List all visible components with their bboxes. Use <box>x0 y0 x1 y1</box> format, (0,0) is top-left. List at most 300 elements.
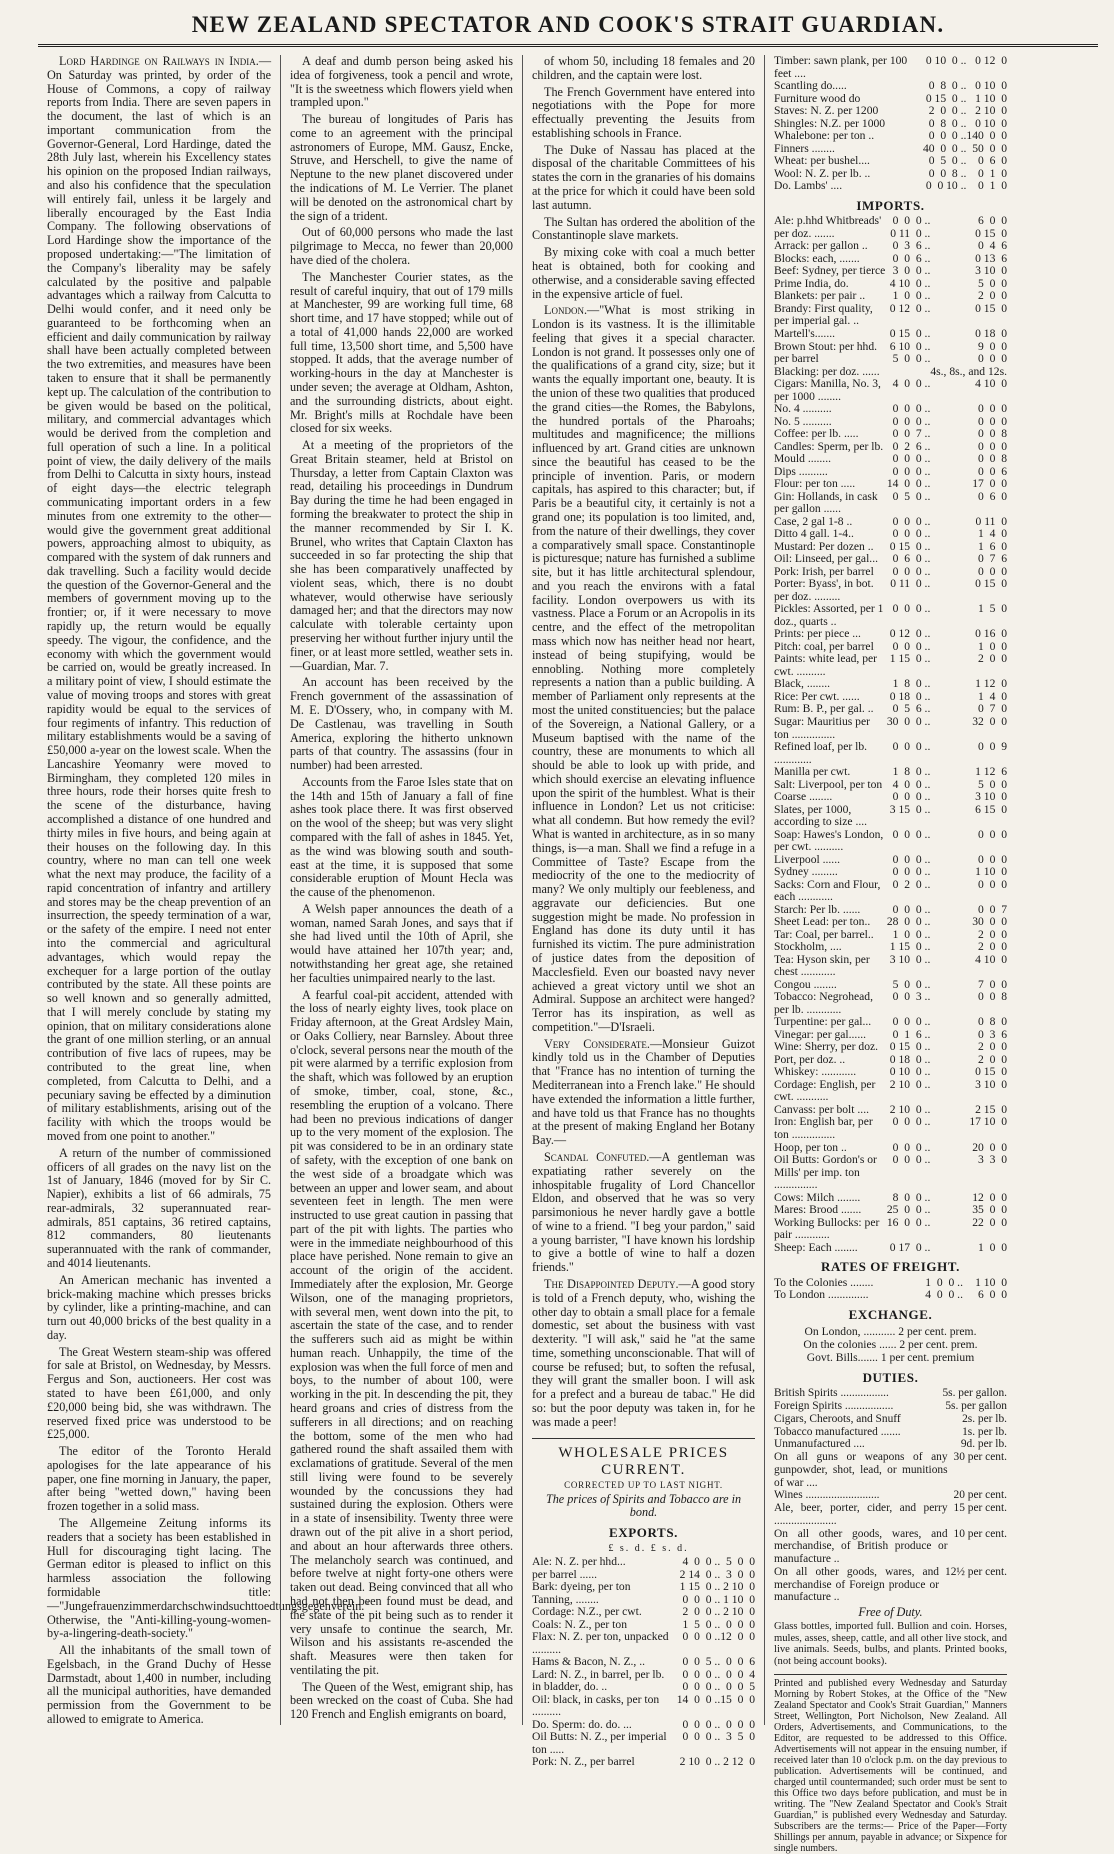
price-item: per doz. ....... <box>774 226 835 240</box>
price-item: Do. Lambs' .... <box>774 179 843 193</box>
price-item: Sydney ......... <box>774 865 838 879</box>
price-low: 0 0 0 .. <box>928 129 967 143</box>
price-row <box>774 328 1007 341</box>
duty-item: On all other goods, wares, and merchandise of Foreign produce or manufacture .. <box>774 1565 939 1604</box>
article-paragraph <box>47 1644 271 1727</box>
price-low: 0 0 0 .. <box>892 564 931 578</box>
price-high: 0 16 0 <box>975 627 1007 641</box>
price-item: Flour: per ton ..... <box>774 477 856 491</box>
price-low: 0 0 0 .. <box>892 902 931 916</box>
price-low: 0 0 0 .. <box>682 1680 721 1694</box>
price-item: Do. Sperm: do. do. ... <box>532 1717 632 1731</box>
price-low: 0 0 0 .. <box>682 1630 721 1644</box>
price-low: 0 8 0 .. <box>928 79 967 93</box>
price-low: 0 0 7 .. <box>892 427 931 441</box>
duty-row <box>774 1566 1007 1604</box>
price-low: 3 10 0 .. <box>889 952 931 966</box>
price-high: 0 15 0 <box>975 301 1007 315</box>
article-paragraph: A fearful coal-pit accident, attended with the loss of nearly eighty lives, took place on Friday afternoon, at the Great Ardsley Main, or Oaks Colliery, near Barnsley. About three o'clock, several persons near the mouth of the pit were alarmed by a terrific explosion from the shaft, which was followed by an eruption of smoke, timber, coal, stone, &c., resembling the eruption of a volcano. There had been no previous indications of danger up to the very moment of the explosion. The pit was considered to be in an ordinary state of safety, with the exception of one bank on the west side of a broadgate which was between an upper and lower seam, and about seventeen feet in length. The men were instructed to use great caution in passing that part of the pit with lights. The parties who were in the immediate neighbourhood of this place have perished. None remain to give an account of the origin of the accident. Immediately after the explosion, Mr. George Wilson, one of the managing proprietors, with several men, went down into the pit, to ascertain the state of the case, and to render the sufferers such aid as might be within human reach. Unhappily, the time of the explosion was when the full force of men and boys, to the number of about 100, were working in the pit. In descending the pit, they heard groans and cries of distress from the sufferers in all directions; and on reaching the bottom, some of the men who had gathered round the shaft assailed them with exclamations of gratitude. Several of the men still living were found to be severely wounded by the concussions they had sustained during the explosion. Others were in a state of insensibility. Twenty three were drawn out of the pit alive in a short period, and about an hour afterwards three others. The melancholy search was continued, and before twelve at night forty-one others were taken out dead. Being convinced that all who had not then been found must be dead, and the state of the pit being such as to render it very unsafe to continue the search, Mr. Wilson and his assistants re-ascended the shaft. Measures were then taken for ventilating the pit. <box>290 987 513 1677</box>
duty-rate: 1s. per lb. <box>962 1425 1007 1438</box>
article-text: A return of the number of commissioned officers of all grades on the navy list on the 1st of January, 1846 (moved for by Sir C. Napier), exhibits a list of 66 admirals, 75 rear-admirals, 32 superannuated rear-admirals, 851 captains, 36 retired captains, 812 commanders, 80 lieutenants superannuated with the rank of commander, and 4014 lieutenants. <box>47 1145 271 1270</box>
article-paragraph: The bureau of longitudes of Paris has come to an agreement with the principal astronomers of Europe, MM. Gausz, Encke, Struve, and Herschell, to give the name of Neptune to the new planet discovered under the indications of M. Le Verrier. The planet will be denoted on the astronomical chart by the sign of a trident. <box>290 112 513 223</box>
price-low: 5 0 0 .. <box>892 352 931 366</box>
exports-header: £ s. d. £ s. d. <box>608 1542 689 1554</box>
price-high: 2 15 0 <box>975 1102 1007 1116</box>
price-item: per barrel ...... <box>532 1567 598 1581</box>
price-low: 1 0 0 .. <box>892 289 931 303</box>
price-high: 0 1 0 <box>978 166 1007 180</box>
article-paragraph <box>47 1274 271 1343</box>
article-paragraph <box>532 246 755 301</box>
price-item: Hoop, per ton .. <box>774 1140 847 1154</box>
price-row <box>774 428 1007 441</box>
price-item: Lard: N. Z., in barrel, per lb. <box>532 1667 665 1681</box>
article-text: The Duke of Nassau has placed at the disposal of the charitable Committees of his states the corn in the granaries of his domains at the price for which it could have been sold last autumn. <box>532 142 755 212</box>
price-row <box>774 766 1007 779</box>
price-high: 0 0 4 <box>726 1667 755 1681</box>
price-high: 3 10 0 <box>975 1077 1007 1091</box>
price-low: 0 0 10 .. <box>925 179 967 193</box>
price-item: Blacking: per doz. ...... <box>774 364 880 378</box>
duty-row <box>774 1502 1007 1528</box>
price-high: 3 5 0 <box>726 1730 755 1744</box>
price-low: 0 1 6 .. <box>892 1027 931 1041</box>
price-item: Rice: Per cwt. ...... <box>774 689 860 703</box>
price-high: 15 0 0 <box>720 1692 755 1706</box>
price-low: 1 15 0 .. <box>679 1580 721 1594</box>
price-row <box>774 1116 1007 1141</box>
duty-rate: 5s. per gallon <box>945 1400 1007 1412</box>
price-item: Tanning, ........ <box>532 1592 599 1606</box>
price-high: 12 0 0 <box>972 1190 1007 1204</box>
duties-rows <box>774 1387 1007 1604</box>
price-low: 0 0 0 .. <box>892 740 931 754</box>
price-high: 0 0 0 <box>978 414 1007 428</box>
price-high: 0 10 0 <box>975 79 1007 93</box>
price-row <box>532 1581 755 1594</box>
price-high: 17 10 0 <box>969 1115 1007 1129</box>
price-item: To London .............. <box>774 1288 869 1302</box>
price-item: Vinegar: per gal...... <box>774 1027 867 1041</box>
price-row <box>774 829 1007 854</box>
price-row <box>774 55 1007 80</box>
price-row <box>532 1694 755 1719</box>
price-row <box>774 528 1007 541</box>
price-item: Wine: Sherry, per doz. <box>774 1040 879 1054</box>
price-item: Candles: Sperm, per lb. <box>774 439 884 453</box>
price-low: 0 0 0 .. <box>892 514 931 528</box>
price-high: 1 5 0 <box>978 602 1007 616</box>
price-row <box>774 403 1007 416</box>
article-text: By mixing coke with coal a much better heat is obtained, both for cooking and otherwise, and a considerable saving effected in the expensive article of fuel. <box>532 245 755 301</box>
price-item: Whalebone: per ton .. <box>774 129 875 143</box>
price-low: 0 5 6 .. <box>892 702 931 716</box>
price-item: Porter: Byass', in bot. per doz. ......... <box>774 577 874 603</box>
price-high: 3 10 0 <box>975 264 1007 278</box>
price-high: 1 10 0 <box>975 91 1007 105</box>
price-row <box>774 491 1007 516</box>
duty-row <box>774 1413 1007 1426</box>
price-high: 3 3 0 <box>978 1153 1007 1167</box>
article-text: —A gentleman was expatiating rather severely on the inhospitable frugality of Lord Chancellor Eldon, and observed that he was so very parsimonious he never hardly gave a bottle of wine to a friend. "I beg your pardon," said a young barrister, "I have known his lordship to give a bottle of wine to half a dozen friends." <box>532 1149 756 1275</box>
price-high: 1 4 0 <box>978 689 1007 703</box>
article-text: The Allgemeine Zeitung informs its readers that a society has been established in Hull for discouraging tight lacing. The German editor is pleased to inflict on this harmless association the following formidable title:—"Jungefrauenzimmerdarchschwindsuchttoedtungsgegenverein." Otherwise, the "Anti-killing-young-women-by-a-lingering-death-society." <box>47 1516 370 1641</box>
article-text: The Great Western steam-ship was offered for sale at Bristol, on Wednesday, by Messrs. Fergus and Son, auctioneers. Her cost was stated to have been £61,000, and only £20,000 being bid, she was withdrawn. The reserved fixed price was understood to be £25,000. <box>47 1344 271 1442</box>
price-high: 0 0 0 <box>978 877 1007 891</box>
price-low: 0 3 6 .. <box>892 239 931 253</box>
price-item: Dips .......... <box>774 464 828 478</box>
price-row <box>774 155 1007 168</box>
price-item: Iron: English bar, per ton ............... <box>774 1115 873 1141</box>
imports-table <box>774 215 1007 1254</box>
price-row <box>774 941 1007 954</box>
article-paragraph: The Manchester Courier states, as the result of careful inquiry, that out of 179 mills at Manchester, 99 are working full time, 68 short time, and 17 have stopped; while out of a total of 41,000 hands 22,000 are worked full time, 13,500 short time, and 5,500 have stopped. It adds, that the average number of working-hours in the day at Manchester is under seven; the average at Oldham, Ashton, and the surrounding districts, about eight. Mr. Bright's mills at Rochdale have been closed for six weeks. <box>290 269 513 436</box>
price-low: 0 12 0 .. <box>889 301 931 315</box>
price-row <box>774 215 1007 228</box>
price-item: Slates, per 1000, according to size .... <box>774 802 868 829</box>
price-high: 1 10 0 <box>975 865 1007 879</box>
article-text: —A good story is told of a French deputy, who, wishing the other day to obtain a small place for a female domestic, set about the business with vast dexterity. "I will ask," said he "at the same time, something unconscionable. That will of course be refused; but, to soften the refusal, they will grant the smaller boon. I will ask for a prefect and a bureau de tabac." He did so: but the poor deputy was taken in, for he was made a peer! <box>532 1276 755 1429</box>
price-item: Liverpool ...... <box>774 852 841 866</box>
article-paragraph <box>532 55 755 83</box>
price-high: 1 4 0 <box>978 527 1007 541</box>
price-high: 0 0 7 <box>978 902 1007 916</box>
price-low: 1 15 0 .. <box>889 652 931 666</box>
price-item: Blocks: each, ....... <box>774 251 860 265</box>
price-item: Refined loaf, per lb. ............. <box>774 740 868 766</box>
price-item: Pork: N. Z., per barrel <box>532 1755 635 1769</box>
price-row <box>532 1556 755 1569</box>
duty-rate: 30 per cent. <box>953 1451 1007 1464</box>
price-row <box>532 1756 755 1769</box>
price-row <box>774 879 1007 904</box>
price-low: 0 0 0 .. <box>892 1015 931 1029</box>
duty-rate: 10 per cent. <box>953 1527 1007 1540</box>
price-high: 0 0 5 <box>726 1680 755 1694</box>
price-row <box>774 954 1007 979</box>
free-of-duty-text: Glass bottles, imported full. Bullion and coin. Horses, mules, asses, sheep, cattle, and all other live stock, and live animals. Seeds, bulbs, and plants. Printed books, (not being account books). <box>774 1621 1007 1667</box>
price-low: 14 0 0 .. <box>676 1692 721 1706</box>
price-item: Oil Butts: Gordon's or Mills' per imp. ton ............... <box>774 1153 877 1192</box>
price-row <box>774 628 1007 641</box>
price-high: 1 0 0 <box>978 1240 1007 1254</box>
price-low: 0 2 0 .. <box>892 877 931 891</box>
price-low: 0 0 0 .. <box>892 214 931 228</box>
duty-row <box>774 1438 1007 1451</box>
price-row <box>774 716 1007 741</box>
exports-table <box>532 1556 755 1769</box>
price-row <box>774 991 1007 1016</box>
duty-row <box>774 1528 1007 1566</box>
article-lead: Very Considerate. <box>544 1036 650 1051</box>
free-of-duty-title: Free of Duty. <box>858 1605 923 1620</box>
price-item: Scantling do..... <box>774 79 847 93</box>
price-row <box>774 804 1007 829</box>
price-low: 0 0 0 .. <box>892 1140 931 1154</box>
price-row <box>774 1204 1007 1217</box>
price-item: Mustard: Per dozen .. <box>774 539 874 553</box>
article-paragraph: Accounts from the Faroe Isles state that on the 14th and 15th of January a fall of fine ashes took place there. It was first observed on the wool of the sheep; but was very slight compared with the fall of ashes in 1845. Yet, as the wind was blowing south and south-east at the time, it is supposed that some considerable eruption of Mount Hecla was the cause of the phenomenon. <box>290 774 513 900</box>
price-high: 20 0 0 <box>972 1140 1007 1154</box>
price-low: 4 0 0 .. <box>892 777 931 791</box>
price-high: 0 15 0 <box>975 1065 1007 1079</box>
price-low: 25 0 0 .. <box>886 1203 931 1217</box>
price-row <box>774 653 1007 678</box>
price-high: 0 8 0 <box>978 1015 1007 1029</box>
price-high: 3 0 0 <box>726 1567 755 1581</box>
price-high: 0 0 0 <box>978 827 1007 841</box>
price-item: per barrel <box>774 352 819 366</box>
price-row <box>532 1606 755 1619</box>
article-paragraph <box>532 1038 755 1148</box>
article-paragraph: At a meeting of the proprietors of the Great Britain steamer, held at Bristol on Thursday, a letter from Captain Claxton was read, detailing his proceedings in Dundrum Bay during the time he had been engaged in forming the breakwater to protect the ship in the manner recommended by Sir I. K. Brunel, who writes that Captain Claxton has succeeded in so far protecting the ship that she has been comparatively unaffected by violent seas, which, there is no doubt whatever, would otherwise have seriously damaged her; and that the directors may now calculate with tolerable certainty upon preserving her without further injury until the finer, or at least more settled, weather sets in.—Guardian, Mar. 7. <box>290 438 513 673</box>
price-high: 0 11 0 <box>975 514 1007 528</box>
price-item: Cows: Milch ........ <box>774 1190 861 1204</box>
price-high: 2 0 0 <box>978 927 1007 941</box>
price-high: 1 10 0 <box>723 1592 755 1606</box>
article-text: All the inhabitants of the small town of Egelsbach, in the Grand Duchy of Hesse Darmstadt, about 1,400 in number, including all the municipal authorities, have demanded permission from the Government to be allowed to emigrate to America. <box>47 1643 271 1726</box>
duty-item: Ale, beer, porter, cider, and perry ...................... <box>774 1502 948 1527</box>
price-item: Rum: B. P., per gal. .. <box>774 702 874 716</box>
price-high: 7 0 0 <box>978 977 1007 991</box>
price-row <box>774 1289 1007 1302</box>
price-item: Canvass: per bolt .... <box>774 1102 869 1116</box>
price-high: 9 0 0 <box>978 339 1007 353</box>
duties-title: DUTIES. <box>862 1369 919 1385</box>
article-paragraph <box>47 55 271 1144</box>
duty-rate: 9d. per lb. <box>960 1438 1007 1451</box>
price-item: Mould ........ <box>774 452 832 466</box>
price-low: 0 0 0 .. <box>892 852 931 866</box>
price-row <box>774 130 1007 143</box>
price-high: 2 10 0 <box>723 1580 755 1594</box>
duty-row <box>774 1426 1007 1439</box>
price-item: Timber: sawn plank, per 100 feet .... <box>774 54 908 80</box>
duty-rate: 12½ per cent. <box>945 1565 1007 1578</box>
price-low: 1 8 0 .. <box>892 677 931 691</box>
price-item: Finners ........ <box>774 141 835 155</box>
price-high: 0 0 8 <box>978 990 1007 1004</box>
price-item: Prime India, do. <box>774 276 849 290</box>
price-item: To the Colonies ........ <box>774 1275 874 1289</box>
price-high: 0 0 0 <box>726 1717 755 1731</box>
price-low: 2 0 0 .. <box>928 104 967 118</box>
article-paragraph <box>532 1278 755 1430</box>
duty-item: Cigars, Cheroots, and Snuff <box>774 1412 901 1425</box>
price-row <box>774 866 1007 879</box>
price-high: 0 0 6 <box>726 1655 755 1669</box>
article-paragraph <box>47 1445 271 1514</box>
article-lead: The Disappointed Deputy. <box>544 1276 679 1291</box>
price-low: 0 0 0 .. <box>682 1717 721 1731</box>
price-item: Coals: N. Z., per ton <box>532 1617 627 1631</box>
price-high: 0 0 0 <box>978 439 1007 453</box>
price-low: 8 0 0 .. <box>892 1190 931 1204</box>
price-low: 0 0 0 .. <box>892 402 931 416</box>
article-paragraph <box>532 304 755 1034</box>
price-low: 0 0 0 .. <box>892 452 931 466</box>
price-high: 0 7 6 <box>978 552 1007 566</box>
price-high: 0 6 0 <box>978 489 1007 503</box>
price-low: 0 2 6 .. <box>892 439 931 453</box>
price-high: 0 3 6 <box>978 1027 1007 1041</box>
price-high: 35 0 0 <box>972 1203 1007 1217</box>
price-item: Coarse ........ <box>774 790 833 804</box>
price-low: 0 0 0 .. <box>892 639 931 653</box>
price-item: No. 4 .......... <box>774 402 832 416</box>
price-row <box>774 1242 1007 1255</box>
article-paragraph <box>47 1346 271 1442</box>
price-high: 0 0 9 <box>978 740 1007 754</box>
price-item: in bladder, do. .. <box>532 1680 608 1694</box>
price-item: Sheep: Each ........ <box>774 1240 858 1254</box>
price-row <box>532 1631 755 1656</box>
price-item: Soap: Hawes's London, per cwt. .......... <box>774 827 884 854</box>
price-low: 0 10 0 .. <box>925 54 967 67</box>
price-high: 0 10 0 <box>975 116 1007 130</box>
article-paragraph <box>532 144 755 213</box>
price-item: Bark: dyeing, per ton <box>532 1580 631 1594</box>
price-item: Oil Butts: N. Z., per imperial ton ..... <box>532 1730 667 1756</box>
duty-rate: 20 per cent. <box>953 1489 1007 1502</box>
price-item: Oil: Linseed, per gal... <box>774 552 878 566</box>
price-item: Congou ........ <box>774 977 837 991</box>
price-low: 1 8 0 .. <box>892 765 931 779</box>
price-row <box>532 1656 755 1669</box>
price-item: Shingles: N.Z. per 1000 <box>774 116 886 130</box>
article-paragraph: A deaf and dumb person being asked his idea of forgiveness, took a pencil and wrote, "It is the sweetness which flowers yield when trampled upon." <box>290 54 513 110</box>
price-high: 2 10 0 <box>975 104 1007 118</box>
price-low: 0 18 0 .. <box>889 689 931 703</box>
duty-rate: 15 per cent. <box>953 1502 1007 1515</box>
article-paragraph <box>47 1516 370 1641</box>
price-high: 5 0 0 <box>726 1555 755 1569</box>
article-paragraph: The Queen of the West, emigrant ship, has been wrecked on the coast of Cuba. She had 120 French and English emigrants on board, <box>290 1679 513 1722</box>
price-item: Pitch: coal, per barrel <box>774 639 874 653</box>
price-item: Sugar: Mauritius per ton ............... <box>774 714 870 741</box>
price-low: 1 15 0 .. <box>889 940 931 954</box>
price-row <box>774 353 1007 366</box>
price-low: 0 5 0 .. <box>928 154 967 168</box>
price-low: 0 0 0 .. <box>682 1592 721 1606</box>
price-item: Stockholm, .... <box>774 940 842 954</box>
price-item: Hams & Bacon, N. Z., .. <box>532 1655 646 1669</box>
price-row <box>774 453 1007 466</box>
price-low: 4 0 0 .. <box>892 377 931 391</box>
prices-rule <box>532 1438 755 1439</box>
price-item: Cordage: English, per cwt. ........... <box>774 1077 876 1104</box>
price-item: Brandy: First quality, per imperial gal. .. <box>774 301 873 328</box>
price-high: 22 0 0 <box>972 1215 1007 1229</box>
price-low: 0 0 5 .. <box>682 1655 721 1669</box>
price-item: Turpentine: per gal... <box>774 1015 872 1029</box>
duty-item: Wines .......................... <box>774 1489 880 1502</box>
price-item: Sacks: Corn and Flour, each ............ <box>774 877 881 904</box>
price-item: Case, 2 gal 1-8 .. <box>774 514 853 528</box>
price-low: 0 11 0 .. <box>890 226 931 240</box>
price-item: Pork: Irish, per barrel <box>774 564 874 578</box>
price-low: 4 0 0 .. <box>925 1288 963 1302</box>
price-low: 0 0 6 .. <box>892 251 931 265</box>
price-low: 0 0 0 .. <box>892 827 931 841</box>
price-low: 28 0 0 .. <box>886 915 931 929</box>
freight-title: RATES OF FREIGHT. <box>821 1259 960 1275</box>
article-lead: Lord Hardinge on Railways in India. <box>59 54 259 68</box>
price-high: 0 0 8 <box>978 427 1007 441</box>
price-low: 5 0 0 .. <box>892 977 931 991</box>
price-low: 3 0 0 .. <box>892 264 931 278</box>
article-lead: Scandal Confuted. <box>544 1149 650 1164</box>
price-item: Pickles: Assorted, per 1 doz., quarts .. <box>774 602 884 628</box>
price-high: 6 0 0 <box>978 1288 1007 1302</box>
price-low: 0 0 0 .. <box>892 414 931 428</box>
price-low: 0 0 0 .. <box>892 865 931 879</box>
price-low: 0 0 0 .. <box>892 602 931 616</box>
price-item: Gin: Hollands, in cask per gallon ...... <box>774 489 878 516</box>
article-paragraph: An account has been received by the French government of the assassination of M. E. D'Ossery, who, in company with M. De Castlenau, was travelling in South America, exploring the hitherto unknown parts of that country. The assassins (four in number) had been arrested. <box>290 675 513 773</box>
price-item: Black, ........ <box>774 677 831 691</box>
price-item: Sheet Lead: per ton.. <box>774 915 871 929</box>
price-low: 0 15 0 .. <box>889 539 931 553</box>
price-low: 14 0 0 .. <box>886 477 931 491</box>
price-low: 0 0 0 .. <box>682 1730 721 1744</box>
price-row <box>774 180 1007 193</box>
price-high: 0 0 0 <box>978 352 1007 366</box>
price-low: 0 0 0 .. <box>892 464 931 478</box>
duty-rate: 2s. per lb. <box>962 1412 1007 1425</box>
price-item: Salt: Liverpool, per ton <box>774 777 883 791</box>
price-low: 0 18 0 .. <box>889 1052 931 1066</box>
price-row <box>774 603 1007 628</box>
price-low: 1 0 0 .. <box>925 1275 963 1289</box>
price-low: 1 0 0 .. <box>892 927 931 941</box>
article-text: The Sultan has ordered the abolition of the Constantinople slave markets. <box>532 214 755 243</box>
price-item: Manilla per cwt. <box>774 765 851 779</box>
article-text: —Monsieur Guizot kindly told us in the Chamber of Deputies that "France has no intention of turning the Mediterranean into a French lake." He should have extended the information a little further, and have told us that France has no thoughts at the present of making England her Botany Bay.— <box>532 1036 755 1148</box>
price-low: 0 8 0 .. <box>928 116 967 130</box>
duty-row <box>774 1489 1007 1502</box>
price-low: 40 0 0 .. <box>922 141 967 155</box>
duty-item: Foreign Spirits ................. <box>774 1400 894 1412</box>
price-item: Wool: N. Z. per lb. .. <box>774 166 871 180</box>
price-item: Whiskey: ............ <box>774 1065 857 1079</box>
price-high: 2 0 0 <box>978 652 1007 666</box>
freight-table <box>774 1277 1007 1302</box>
price-row <box>532 1731 755 1756</box>
article-paragraph <box>532 86 755 141</box>
price-high: 0 15 0 <box>975 577 1007 591</box>
price-row <box>774 303 1007 328</box>
price-high: 0 0 0 <box>726 1617 755 1631</box>
price-low: 2 14 0 .. <box>679 1567 721 1581</box>
price-high: 0 0 0 <box>978 564 1007 578</box>
price-low: 2 10 0 .. <box>889 1077 931 1091</box>
article-paragraph <box>47 1147 271 1271</box>
article-text: —"What is most striking in London is its vastness. It is the illimitable feeling that gives it a special character. London is not grand. It possesses only one of the qualifications of a grand city, size; but it wants the equally important one, beauty. It is the union of these two qualities that produced the grand cities—the Romes, the Babylons, the hundred portals of the Pharoahs; multitudes and magnificence; the millions influenced by art. Grand cities are unknown since the beautiful has ceased to be the principle of invention. Paris, or modern capitals, has aspired to this character; but, if Paris be a beautiful city, it certainly is not a grand one; its population is too limited, and, from the nature of their dwellings, they cover a comparatively small space. Constantinople is picturesque; nature has furnished a sublime site, but it has little architectural splendour, and you reach the environs with a fatal facility. London overpowers us with its vastness. Place a Forum or an Acropolis in its centre, and the effect of the metropolitan mass which now has neither head nor heart, instead of being stupifying, would be ennobling. Nothing more completely represents a nation than a public building. A member of Parliament only represents at the most the united constituencies; but the palace of the Sovereign, a National Gallery, or a Museum baptised with the name of the country, these are monuments to which all should be able to look up with pride, and which should exercise an elevating influence upon the spirit of the humblest. What is their influence in London? Let us not criticise: what all condemn. But how remedy the evil? What is wanted in architecture, as in so many things, is—a man. Shall we find a refuge in a Committee of Taste? Escape from the mediocrity of the one to the mediocrity of many? We only multiply our feebleness, and aggravate our deficiencies. But one suggestion might be made. No profession in England has done its duty until it has furnished its victim. The pure administration of justice dates from the deposition of Macclesfield. Even our boasted navy never achieved a great victory until we shot an Admiral. Suppose an architect were hanged? Terror has its inspiration, as well as competition."—D'Israeli. <box>532 303 755 1034</box>
imports-title: IMPORTS. <box>856 197 925 213</box>
price-row <box>774 80 1007 93</box>
price-high: 4 10 0 <box>975 377 1007 391</box>
price-item: Furniture wood do <box>774 91 861 105</box>
price-item: Starch: Per lb. ...... <box>774 902 861 916</box>
price-high: 2 0 0 <box>978 1040 1007 1054</box>
publication-notice: Printed and published every Wednesday and Saturday Morning by Robert Stokes, at the Office of the "New Zealand Spectator and Cook's Strait Guardian," Manners Street, Wellington, Port Nicholson, New Zealand. All Orders, Advertisements, and Communications, to the Editor, are requested to be addressed to this Office. Advertisements will not appear in the ensuing number, if received later than 10 o'clock p.m. on the day previous to publication. Advertisements will be continued, and charged until countermanded; such order must be sent to this Office two days before publication, and must be in writing. The "New Zealand Spectator and Cook's Strait Guardian," is published every Wednesday and Saturday. Subscribers are the terms:— Price of the Paper—Forty Shillings per annum, payable in advance; or Sixpence for single numbers. <box>774 1674 1007 1854</box>
exports-continued-table <box>774 55 1007 193</box>
price-high: 6 0 0 <box>978 214 1007 228</box>
price-low: 3 15 0 .. <box>889 802 931 816</box>
price-high: 6 15 0 <box>975 802 1007 816</box>
price-high: 2 0 0 <box>978 940 1007 954</box>
